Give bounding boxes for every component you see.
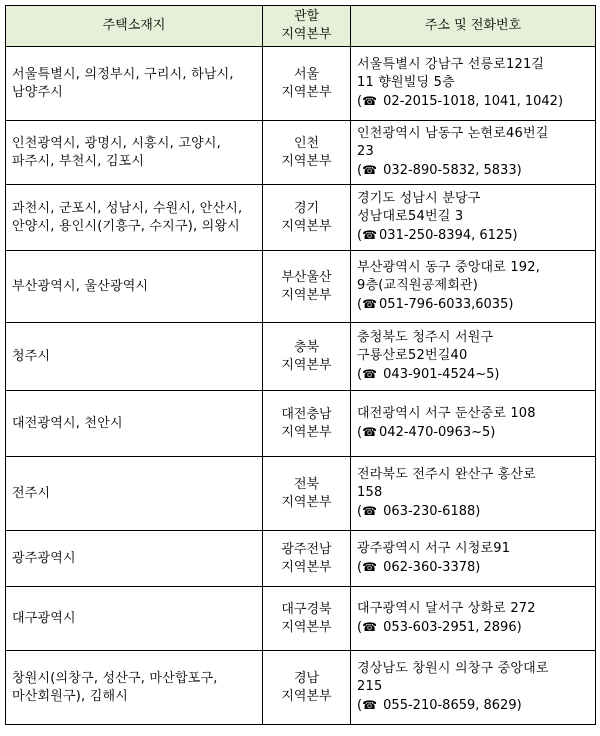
regional-office-cell bbox=[263, 391, 351, 457]
header-text: 지역본부 bbox=[281, 27, 332, 42]
housing-location-text: 전주시 bbox=[12, 485, 51, 501]
address-phone-cell bbox=[351, 391, 596, 457]
regional-office-text: 대구경북 bbox=[281, 601, 332, 617]
phone-number bbox=[357, 558, 589, 577]
phone-paren: ( bbox=[357, 620, 363, 635]
address-phone-cell bbox=[351, 457, 596, 531]
phone-paren: ( bbox=[357, 297, 363, 312]
regional-office-text: 지역본부 bbox=[281, 287, 332, 303]
address-text: 158 bbox=[357, 485, 383, 500]
address-text: 23 bbox=[357, 144, 374, 159]
regional-office-text: 경기 bbox=[293, 200, 320, 216]
phone-number bbox=[357, 365, 589, 384]
phone-text: 063-230-6188) bbox=[379, 504, 481, 519]
housing-location-text: 대전광역시, 천안시 bbox=[12, 415, 123, 431]
regional-office-cell bbox=[263, 531, 351, 587]
regional-office-cell bbox=[263, 47, 351, 121]
phone-icon: ☎ bbox=[362, 297, 378, 311]
phone-icon: ☎ bbox=[362, 94, 378, 108]
header-text: 주소 및 전화번호 bbox=[424, 18, 522, 33]
housing-location-text: 대구광역시 bbox=[12, 610, 76, 626]
address-text: 인천광역시 남동구 논현로46번길 bbox=[357, 126, 549, 141]
address-text: 215 bbox=[357, 679, 383, 694]
address-phone-cell bbox=[351, 185, 596, 251]
phone-number bbox=[357, 696, 589, 715]
regional-office-cell bbox=[263, 323, 351, 391]
housing-location-cell bbox=[6, 121, 263, 185]
phone-icon: ☎ bbox=[362, 504, 378, 518]
table-row bbox=[6, 651, 596, 725]
housing-location-text: 과천시, 군포시, 성남시, 수원시, 안산시, bbox=[12, 200, 243, 216]
phone-number bbox=[357, 618, 589, 637]
regional-office-text: 지역본부 bbox=[281, 424, 332, 440]
housing-location-cell bbox=[6, 457, 263, 531]
phone-icon: ☎ bbox=[362, 620, 378, 634]
housing-location-cell bbox=[6, 47, 263, 121]
phone-text: 042-470-0963~5) bbox=[379, 425, 496, 440]
housing-location-text: 광주광역시 bbox=[12, 550, 76, 566]
housing-location-cell bbox=[6, 651, 263, 725]
address-text: 구룡산로52번길40 bbox=[357, 348, 468, 363]
address-phone-cell bbox=[351, 47, 596, 121]
phone-paren: ( bbox=[357, 367, 363, 382]
housing-location-cell bbox=[6, 531, 263, 587]
table-row bbox=[6, 121, 596, 185]
phone-icon: ☎ bbox=[362, 228, 378, 242]
table-row bbox=[6, 185, 596, 251]
address-text: 경기도 성남시 분당구 bbox=[357, 191, 481, 206]
phone-text: 043-901-4524~5) bbox=[379, 367, 500, 382]
phone-text: 02-2015-1018, 1041, 1042) bbox=[379, 94, 564, 109]
phone-icon: ☎ bbox=[362, 425, 378, 439]
phone-text: 051-796-6033,6035) bbox=[379, 297, 514, 312]
phone-paren: ( bbox=[357, 560, 363, 575]
phone-number bbox=[357, 502, 589, 521]
table-row bbox=[6, 531, 596, 587]
header-text: 관할 bbox=[293, 9, 320, 24]
table-row bbox=[6, 251, 596, 323]
regional-office-text: 지역본부 bbox=[281, 494, 332, 510]
address-phone-cell bbox=[351, 323, 596, 391]
table-header-row bbox=[6, 6, 596, 47]
housing-location-text: 남양주시 bbox=[12, 84, 64, 100]
header-text: 주택소재지 bbox=[102, 18, 166, 33]
phone-text: 031-250-8394, 6125) bbox=[379, 228, 518, 243]
address-phone-cell bbox=[351, 587, 596, 651]
housing-location-cell bbox=[6, 391, 263, 457]
phone-text: 032-890-5832, 5833) bbox=[379, 163, 522, 178]
phone-number bbox=[357, 295, 589, 314]
regional-office-text: 지역본부 bbox=[281, 153, 332, 169]
housing-location-cell bbox=[6, 587, 263, 651]
phone-number bbox=[357, 92, 589, 111]
address-text: 9층(교직원공제회관) bbox=[357, 278, 479, 293]
phone-text: 055-210-8659, 8629) bbox=[379, 698, 522, 713]
address-text: 충청북도 청주시 서원구 bbox=[357, 330, 494, 345]
regional-office-text: 인천 bbox=[293, 135, 320, 151]
address-phone-cell bbox=[351, 251, 596, 323]
housing-location-text: 부산광역시, 울산광역시 bbox=[12, 278, 149, 294]
header-housing-location bbox=[6, 6, 263, 47]
housing-location-text: 인천광역시, 광명시, 시흥시, 고양시, bbox=[12, 135, 221, 151]
housing-location-text: 파주시, 부천시, 김포시 bbox=[12, 153, 145, 169]
regional-office-text: 지역본부 bbox=[281, 357, 332, 373]
regional-office-text: 서울 bbox=[293, 66, 320, 82]
header-address-phone bbox=[351, 6, 596, 47]
housing-location-cell bbox=[6, 251, 263, 323]
phone-paren: ( bbox=[357, 163, 363, 178]
housing-location-text: 안양시, 용인시(기흥구, 수지구), 의왕시 bbox=[12, 218, 240, 234]
phone-paren: ( bbox=[357, 228, 363, 243]
table-row bbox=[6, 47, 596, 121]
regional-office-cell bbox=[263, 651, 351, 725]
regional-office-text: 지역본부 bbox=[281, 688, 332, 704]
address-text: 경상남도 창원시 의창구 중앙대로 bbox=[357, 661, 549, 676]
housing-location-text: 마산회원구), 김해시 bbox=[12, 688, 129, 704]
address-phone-cell bbox=[351, 121, 596, 185]
address-text: 대구광역시 달서구 상화로 272 bbox=[357, 601, 536, 616]
regional-office-text: 부산울산 bbox=[281, 269, 332, 285]
address-text: 11 향원빌딩 5층 bbox=[357, 75, 455, 90]
regional-office-cell bbox=[263, 587, 351, 651]
regional-office-text: 지역본부 bbox=[281, 619, 332, 635]
table-row bbox=[6, 391, 596, 457]
phone-icon: ☎ bbox=[362, 698, 378, 712]
address-text: 성남대로54번길 3 bbox=[357, 209, 464, 224]
regional-office-text: 전북 bbox=[293, 476, 320, 492]
housing-location-text: 서울특별시, 의정부시, 구리시, 하남시, bbox=[12, 66, 234, 82]
housing-location-text: 청주시 bbox=[12, 348, 51, 364]
regional-office-text: 경남 bbox=[293, 670, 320, 686]
address-phone-cell bbox=[351, 531, 596, 587]
address-text: 대전광역시 서구 둔산중로 108 bbox=[357, 406, 536, 421]
address-phone-cell bbox=[351, 651, 596, 725]
regional-office-cell bbox=[263, 251, 351, 323]
regional-office-text: 충북 bbox=[293, 339, 320, 355]
housing-office-table bbox=[5, 5, 596, 725]
regional-office-cell bbox=[263, 185, 351, 251]
table-row bbox=[6, 587, 596, 651]
table-row bbox=[6, 457, 596, 531]
housing-location-cell bbox=[6, 185, 263, 251]
phone-paren: ( bbox=[357, 425, 363, 440]
phone-icon: ☎ bbox=[362, 367, 378, 381]
table-body bbox=[6, 47, 596, 725]
phone-paren: ( bbox=[357, 94, 363, 109]
phone-text: 053-603-2951, 2896) bbox=[379, 620, 522, 635]
housing-location-text: 창원시(의창구, 성산구, 마산합포구, bbox=[12, 670, 218, 686]
phone-number bbox=[357, 161, 589, 180]
address-text: 부산광역시 동구 중앙대로 192, bbox=[357, 260, 541, 275]
regional-office-cell bbox=[263, 121, 351, 185]
regional-office-text: 지역본부 bbox=[281, 559, 332, 575]
phone-icon: ☎ bbox=[362, 560, 378, 574]
header-regional-office bbox=[263, 6, 351, 47]
regional-office-text: 광주전남 bbox=[281, 541, 332, 557]
housing-location-cell bbox=[6, 323, 263, 391]
table-row bbox=[6, 323, 596, 391]
phone-number bbox=[357, 423, 589, 442]
phone-icon: ☎ bbox=[362, 163, 378, 177]
address-text: 서울특별시 강남구 선릉로121길 bbox=[357, 57, 545, 72]
phone-text: 062-360-3378) bbox=[379, 560, 481, 575]
phone-number bbox=[357, 226, 589, 245]
regional-office-cell bbox=[263, 457, 351, 531]
phone-paren: ( bbox=[357, 698, 363, 713]
address-text: 전라북도 전주시 완산구 홍산로 bbox=[357, 467, 536, 482]
regional-office-text: 지역본부 bbox=[281, 218, 332, 234]
regional-office-text: 대전충남 bbox=[281, 406, 332, 422]
address-text: 광주광역시 서구 시청로91 bbox=[357, 541, 511, 556]
phone-paren: ( bbox=[357, 504, 363, 519]
regional-office-text: 지역본부 bbox=[281, 84, 332, 100]
